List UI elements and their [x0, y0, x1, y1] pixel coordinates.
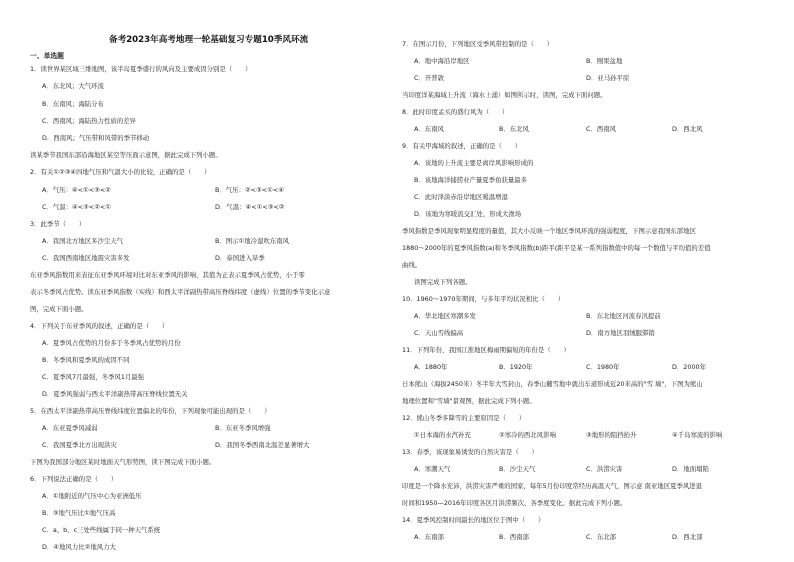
question-12-stem: 12．熊山冬季多降雪的主要原因是（ ）	[402, 414, 526, 422]
q10-option-d: D．南方地区羽绒服滞销	[586, 329, 655, 337]
q14-option-c: C．东北部	[586, 533, 617, 541]
q3-option-c: C．我国西南地区地震灾害多发	[42, 254, 130, 262]
q10-option-a: A．华北地区寒潮多发	[414, 312, 476, 320]
q7-option-c: C．开普敦	[414, 74, 445, 82]
question-7-stem: 7．在图示月份，下列地区受季风带控制的是（ ）	[402, 40, 554, 48]
q11-option-d: D．2000年	[672, 363, 706, 371]
intro-q14-line-2: 时间和1950—2016年印度各区月洪涝频次、各季度变化。据此完成下列小题。	[402, 499, 627, 507]
q11-option-b: B．1920年	[499, 363, 533, 371]
q10-option-c: C．天山雪线偏高	[414, 329, 464, 337]
intro-q4-line-3: 图，完成下面小题。	[30, 305, 88, 313]
q2-option-d: D．气温：④<①<③<②	[215, 203, 285, 211]
document-title: 备考2023年高考地理一轮基础复习专题10季风环流	[109, 35, 309, 45]
q13-option-a: A．寒潮天气	[414, 465, 451, 473]
q8-option-c: C．西南风	[586, 125, 617, 133]
intro-q4-line-2: 表示冬季风占优势。读东亚季风指数（实线）和西太平洋副热带高压脊线纬度（虚线）位置的季节变化示意	[30, 288, 331, 296]
question-1-stem: 1．读世界某区域三维地图，该半岛夏季盛行的风向及主要成因分别是（ ）	[30, 65, 252, 73]
q1-option-c: C．西南风；海陆热力性质的差异	[42, 117, 136, 125]
q14-option-a: A．东南部	[414, 533, 444, 541]
q4-option-a: A．夏季风占优势的月份多于冬季风占优势的月份	[42, 339, 181, 347]
q11-option-a: A．1880年	[414, 363, 448, 371]
intro-q10-line-4: 读图完成下列各题。	[414, 278, 472, 286]
q12-choice-4: ④千岛寒流的影响	[672, 431, 723, 439]
q9-option-a: A．该地的上升流主要是离岸风影响形成的	[414, 159, 534, 167]
q14-option-d: D．西北部	[672, 533, 703, 541]
question-10-stem: 10．1960～1970年期间，与多年平均状况相比（ ）	[402, 295, 565, 303]
q8-option-b: B．东北风	[499, 125, 529, 133]
q1-option-d: D．西南风；气压带和风带的季节移动	[42, 134, 150, 142]
question-5-stem: 5．在西太平洋副热带高压脊线纬度位置偏北的年份，下列现象可能出现的是（ ）	[30, 407, 271, 415]
q9-option-b: B．该地海洋捕捞业产量夏季鱼获量最多	[414, 176, 528, 184]
intro-q2: 读某季节我国东部沿海地区某空等压面示意图，据此完成下列小题。	[30, 151, 222, 159]
q1-option-a: A．东北风；大气环流	[42, 82, 104, 90]
q6-option-a: A．①地附近的气压中心为亚洲低压	[42, 492, 142, 500]
left-column	[30, 0, 386, 562]
q2-option-c: C．气温：④<③<②<①	[42, 203, 112, 211]
q4-option-d: D．夏季风强弱与西太平洋副热带高压脊线位置无关	[42, 390, 188, 398]
q3-option-d: D．泰国进入旱季	[215, 254, 265, 262]
q5-option-c: C．我国夏季北方出现洪灾	[42, 441, 117, 449]
q5-option-d: D．我国冬季西南北温差显著增大	[215, 441, 310, 449]
q4-option-b: B．冬季风和夏季风的成因不同	[42, 356, 130, 364]
q8-option-d: D．西北风	[672, 125, 703, 133]
intro-q6: 下图为我国部分地区某时地面天气形势图，读下图完成下面小题。	[30, 458, 216, 466]
q6-option-b: B．③地气压比①地气压高	[42, 509, 116, 517]
question-2-stem: 2．有关①②③④四地气压和气温大小的比较，正确的是（ ）	[30, 168, 211, 176]
intro-q14-line-1: 印度是一个降水充沛，洪涝灾害严重的国家，每年5月份印度常经历高温天气，图示意 南亚地区夏季风进退	[402, 482, 703, 490]
q9-option-c: C．此时泽淡赤沿岸地区暖温增湿	[414, 193, 508, 201]
q7-option-d: D．亚马孙平原	[586, 74, 630, 82]
q9-option-d: D．该地为寒暖流交汇处，形成大渔场	[414, 210, 522, 218]
q12-choice-3: ③地形的阻挡抬升	[586, 431, 637, 439]
question-9-stem: 9．有关甲海域的叙述，正确的是（ ）	[402, 142, 522, 150]
q7-option-b: B．刚果盆地	[586, 57, 623, 65]
q5-option-a: A．东亚夏季风减弱	[42, 424, 98, 432]
q2-option-b: B．气压：②<③<①<④	[215, 186, 284, 194]
intro-q10-line-1: 季风指数是季风现象明显程度的量值，其大小反映一个地区季风环流的强弱程度，下图示意我国东部地区	[402, 227, 696, 235]
q13-option-b: B．沙尘天气	[499, 465, 536, 473]
q2-option-a: A．气压：④<①<③<②	[42, 186, 111, 194]
question-8-stem: 8．此时印度孟买的盛行风为（ ）	[402, 108, 509, 116]
q6-option-c: C．a、b、c三处些线属于同一种天气系统	[42, 526, 161, 534]
question-3-stem: 3．此季节（ ）	[30, 220, 86, 228]
q12-choice-2: ②寒冷的西北风影响	[499, 431, 556, 439]
question-11-stem: 11．下列年份，我国江淮地区梅雨期偏短的年份是（ ）	[402, 346, 570, 354]
q3-option-a: A．我国北方地区多沙尘天气	[42, 237, 124, 245]
intro-q4-line-1: 东亚季风指数用来表征东亚季风环境对比对东亚季风的影响，其值为正表示夏季风占优势，小于零	[30, 271, 305, 279]
intro-q12-line-2: 地理位置和"雪墙"景观图，据此完成下列小题。	[402, 397, 536, 405]
question-6-stem: 6．下列说法正确的是（ ）	[30, 475, 118, 483]
intro-q10-line-3: 曲线。	[402, 261, 422, 269]
q6-option-d: D．④地风力比②地风力大	[42, 543, 116, 551]
intro-q8: 当印度洋某海域上升流（海水上涌）如图所示时，读图，完成下面问题。	[402, 91, 607, 99]
q14-option-b: B．西南部	[499, 533, 529, 541]
q3-option-b: B．图示①地冷湿吹东南风	[215, 237, 290, 245]
q5-option-b: B．东亚冬季风增强	[215, 424, 271, 432]
q11-option-c: C．1980年	[586, 363, 620, 371]
q4-option-c: C．夏季风7月最强，冬季风1月最强	[42, 373, 145, 381]
question-13-stem: 13．春季，该现象易诱发的自然灾害是（ ）	[402, 448, 538, 456]
question-14-stem: 14．夏季风控制时间最长的地区位于图中（ ）	[402, 516, 545, 524]
q13-option-c: C．洪涝灾害	[586, 465, 623, 473]
q12-choice-1: ①日本海的水汽补充	[414, 431, 471, 439]
q1-option-b: B．东南风；海陆分布	[42, 100, 104, 108]
intro-q10-line-2: 1880～2000年的夏季风指数(a)和冬季风指数(b)距平(距平是某一系列指数值中的每一个数值与平均值的差值	[402, 244, 711, 252]
intro-q12-line-1: 日本熊山（海拔2450米）冬半年大雪封山，春季山麓雪地中就出车道形成近20米高的"雪 墙"，下图为熊山	[402, 380, 703, 388]
right-column	[402, 0, 766, 562]
q10-option-b: B．东北地区河流春汛提前	[586, 312, 661, 320]
section-heading: 一、单选题	[30, 52, 64, 60]
q13-option-d: D．地面塌陷	[672, 465, 709, 473]
q8-option-a: A．东南风	[414, 125, 444, 133]
q7-option-a: A．地中海沿岸地区	[414, 57, 470, 65]
question-4-stem: 4．下列关于东亚季风的叙述，正确的是（ ）	[30, 322, 169, 330]
